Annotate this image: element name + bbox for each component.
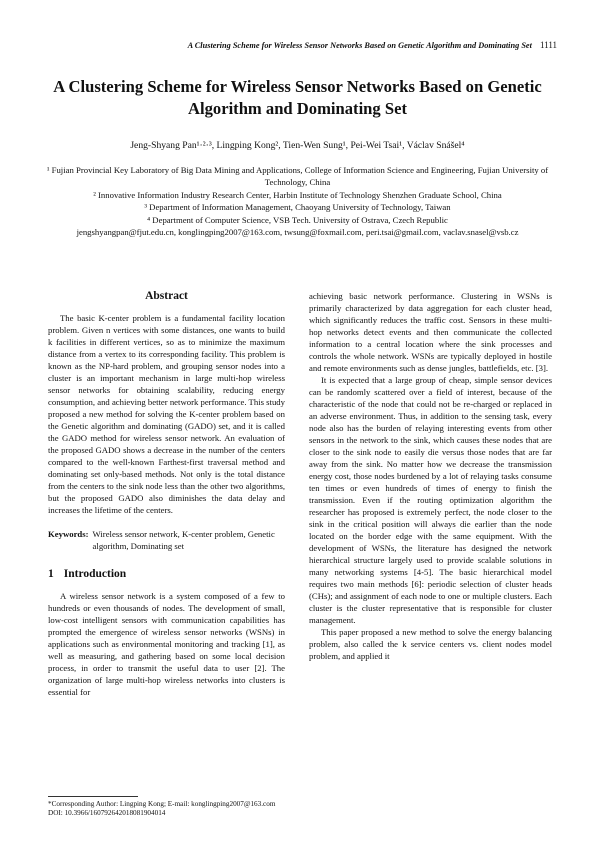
right-paragraph-1: achieving basic network performance. Clustering in WSNs is primarily characterized by data aggregation for each cluster head, which significantly reduces the traffic cost. Sensors in these multi-hop networks detect events and then communicate the collected information to a central location where the sink processes and controls the whole network. WSNs are typically deployed in hostile and remote environments such as dense jungles, battlefields, etc. [3]. — [309, 291, 552, 373]
abstract-text: The basic K-center problem is a fundamental facility location problem. Given n vertices with some distances, one wants to build k facilities in different vertices, so as to minimize the maximum distance from a vertex to its corresponding facility. This problem is known as the NP-hard problem, and grouping sensor nodes into a cluster is an important mechanism in large multi-hop wireless sensor networks for obtaining scalability, reducing energy consumption, and achieving better network performance. This study proposed a new method for solving the K-center problem based on the Genetic algorithm and dominating (GADO) set, and it is called the GADO method for wireless sensor network. An evaluation of the proposed GADO shows a decrease in the number of the centers compared to the well-known Farthest-first traversal method and dominating set only-based methods. Not only is the total distance from the centers to the sink node less than the other two algorithms, but the proposed GADO also diminishes the data delay and increases the lifetime of the centers. — [48, 313, 285, 515]
page-number: 1111 — [540, 40, 557, 50]
footnote — [48, 800, 348, 818]
running-title: A Clustering Scheme for Wireless Sensor Networks Based on Genetic Algorithm and Dominating Set — [187, 41, 532, 50]
right-paragraph-3: This paper proposed a new method to solve the energy balancing problem, also called the k service centers vs. client nodes model problem, and applied it — [309, 627, 552, 661]
affiliation-2: ² Innovative Information Industry Research Center, Harbin Institute of Technology Shenzhen Graduate School, China — [93, 189, 502, 200]
intro-paragraph-1: A wireless sensor network is a system composed of a few to hundreds or even thousands of nodes. The development of small, low-cost intelligent sensors with communication capabilities has prompted the emergence of wireless sensor networks (WSNs) in applications such as environmental monitoring and tracking [1], as well as measuring, and gathering based on some local decision process, in order to transmit the useful data to user [2]. The organization of large multi-hop wireless networks into clusters is essential for — [48, 591, 285, 697]
footnote-divider — [48, 796, 138, 797]
abstract-heading: Abstract — [145, 290, 188, 302]
section-number: 1 — [48, 568, 54, 580]
running-header — [188, 40, 557, 50]
affiliation-4: ⁴ Department of Computer Science, VSB Tech. University of Ostrava, Czech Republic — [147, 214, 448, 225]
left-column — [48, 290, 285, 698]
author-emails: jengshyangpan@fjut.edu.cn, konglingping2007@163.com, twsung@foxmail.com, peri.tsai@gmail.com, vaclav.snasel@vsb.cz — [76, 227, 519, 238]
corresponding-author: *Corresponding Author: Lingping Kong; E-mail: konglingping2007@163.com — [48, 800, 276, 808]
right-paragraph-2: It is expected that a large group of cheap, simple sensor devices can be randomly scattered over a field of interest, because of the characteristic of the node that could not be re-charged or replaced in an adverse environment. Thus, in addition to the sensing task, every node also has the burden of relaying interesting events from other sensors in the network to the sink, which causes these nodes that are closer to the sink node to easily die versus those nodes that are far away from the sink. No matter how we decrease the transmission energy cost, those nodes burdened by a lot of relaying tasks consume ten times or even hundreds of times of energy to finish the transmission. Even if the routing optimization algorithm the researcher has proposed is extremely perfect, the node closer to the sink in the critical position will always die earlier than the node located on the border edge with the same equipment. With the development of WSNs, the literature has designed the network hierarchical structure largely used to provide scalable solutions in many networking systems [4-5]. The basic hierarchical model requires two main methods [6]: periodic selection of cluster heads (CHs); and assignment of each node to one or multiple clusters. Each cluster is the cluster representative that is responsible for cluster management. — [309, 375, 552, 625]
right-column — [309, 290, 552, 662]
doi: DOI: 10.3966/160792642018081904014 — [48, 809, 166, 817]
keywords — [48, 528, 285, 552]
affiliation-1: ¹ Fujian Provincial Key Laboratory of Big Data Mining and Applications, College of Information Science and Engineering, Fujian University of Technology, China — [46, 165, 549, 188]
section-heading — [48, 568, 285, 580]
keywords-label: Keywords: — [48, 529, 89, 539]
author-list: Jeng-Shyang Pan¹·²·³, Lingping Kong², Tien-Wen Sung¹, Pei-Wei Tsai¹, Václav Snášel⁴ — [130, 140, 465, 151]
section-title: Introduction — [63, 568, 127, 580]
affiliations — [30, 164, 565, 238]
keywords-text: Wireless sensor network, K-center problem, Genetic algorithm, Dominating set — [92, 529, 275, 551]
paper-title: A Clustering Scheme for Wireless Sensor Networks Based on Genetic Algorithm and Dominating Set — [53, 77, 542, 118]
affiliation-3: ³ Department of Information Management, Chaoyang University of Technology, Taiwan — [144, 202, 451, 213]
